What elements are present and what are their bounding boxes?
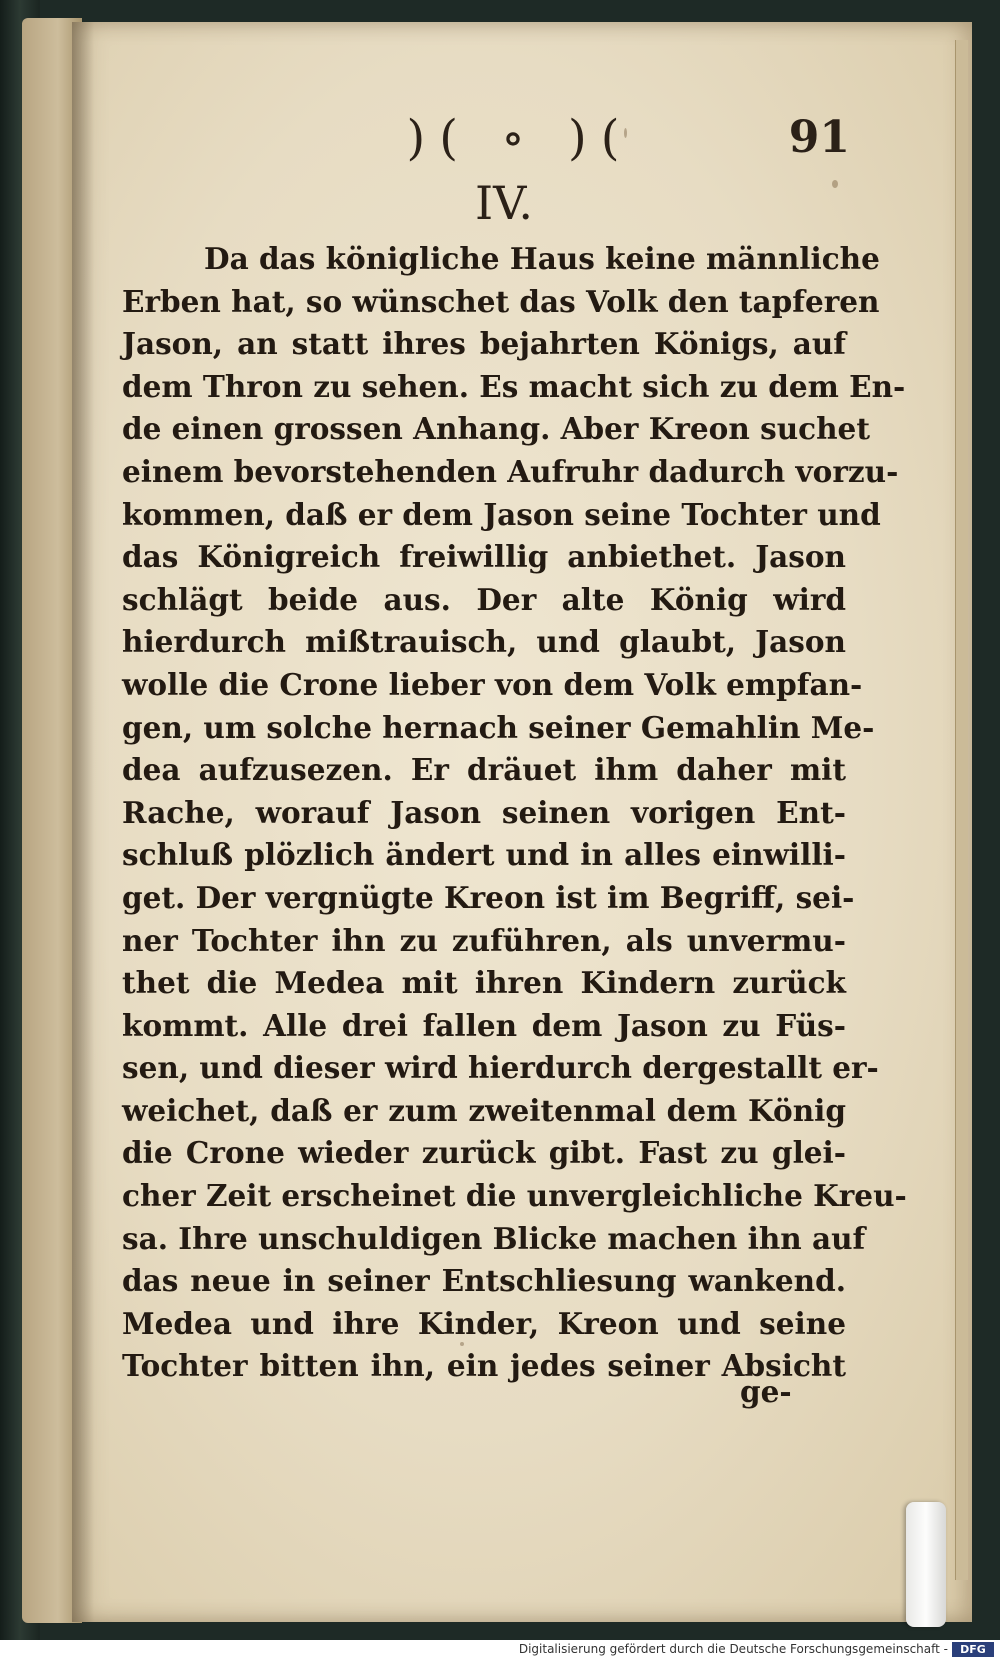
text-line: wolle die Crone lieber von dem Volk empfan- [122,666,863,702]
text-line: cher Zeit erscheinet die unvergleichliche Kreu- [122,1178,907,1214]
text-line: weichet, daß er zum zweitenmal dem König [122,1092,846,1128]
text-line: Rache, worauf Jason seinen vorigen Ent- [122,794,846,830]
text-line: Da das königliche Haus keine männliche [204,241,880,276]
text-line: das Königreich freiwillig anbiethet. Jason [122,539,846,575]
dfg-logo: DFG [952,1642,994,1657]
text-line: hierdurch mißtrauisch, und glaubt, Jason [122,624,846,660]
running-header [110,108,850,168]
text-line: Jason, an statt ihres bejahrten Königs, auf [122,326,846,362]
body-text [122,238,907,1388]
text-line: schlägt beide aus. Der alte König wird [122,581,846,617]
page-number: 91 [788,112,850,163]
text-line: das neue in seiner Entschliesung wankend. [122,1263,846,1299]
text-line: Tochter bitten ihn, ein jedes seiner Absicht [122,1348,846,1384]
text-line: de einen grossen Anhang. Aber Kreon suchet [122,411,870,447]
text-line: kommt. Alle drei fallen dem Jason zu Füs- [122,1007,846,1043]
text-line: dea aufzusezen. Er dräuet ihm daher mit [122,752,846,788]
page-clip [906,1502,946,1627]
catchword: ge- [740,1374,792,1409]
text-line: schluß plözlich ändert und in alles einwilli- [122,837,846,873]
text-line: kommen, daß er dem Jason seine Tochter und [122,496,881,532]
text-line: thet die Medea mit ihren Kindern zurück [122,965,846,1001]
text-line: sen, und dieser wird hierdurch dergestallt er- [122,1050,879,1086]
text-line: Erben hat, so wünschet das Volk den tapferen [122,283,880,319]
text-line: sa. Ihre unschuldigen Blicke machen ihn auf [122,1220,866,1256]
header-ornament: )( ∘ )( [406,110,634,166]
page-edge-right [955,40,968,1580]
text-line: gen, um solche hernach seiner Gemahlin Me- [122,709,875,745]
text-line: ner Tochter ihn zu zuführen, als unvermu- [122,922,846,958]
text-line: dem Thron zu sehen. Es macht sich zu dem En- [122,368,906,404]
text-line: get. Der vergnügte Kreon ist im Begriff, sei- [122,879,855,915]
text-line: die Crone wieder zurück gibt. Fast zu glei- [122,1135,846,1171]
text-line: einem bevorstehenden Aufruhr dadurch vorzu- [122,453,899,489]
text-line: Medea und ihre Kinder, Kreon und seine [122,1305,846,1341]
digitization-credit: Digitalisierung gefördert durch die Deutsche Forschungsgemeinschaft - [518,1642,948,1656]
gutter-shadow [72,22,94,1622]
section-numeral: IV. [475,176,533,230]
